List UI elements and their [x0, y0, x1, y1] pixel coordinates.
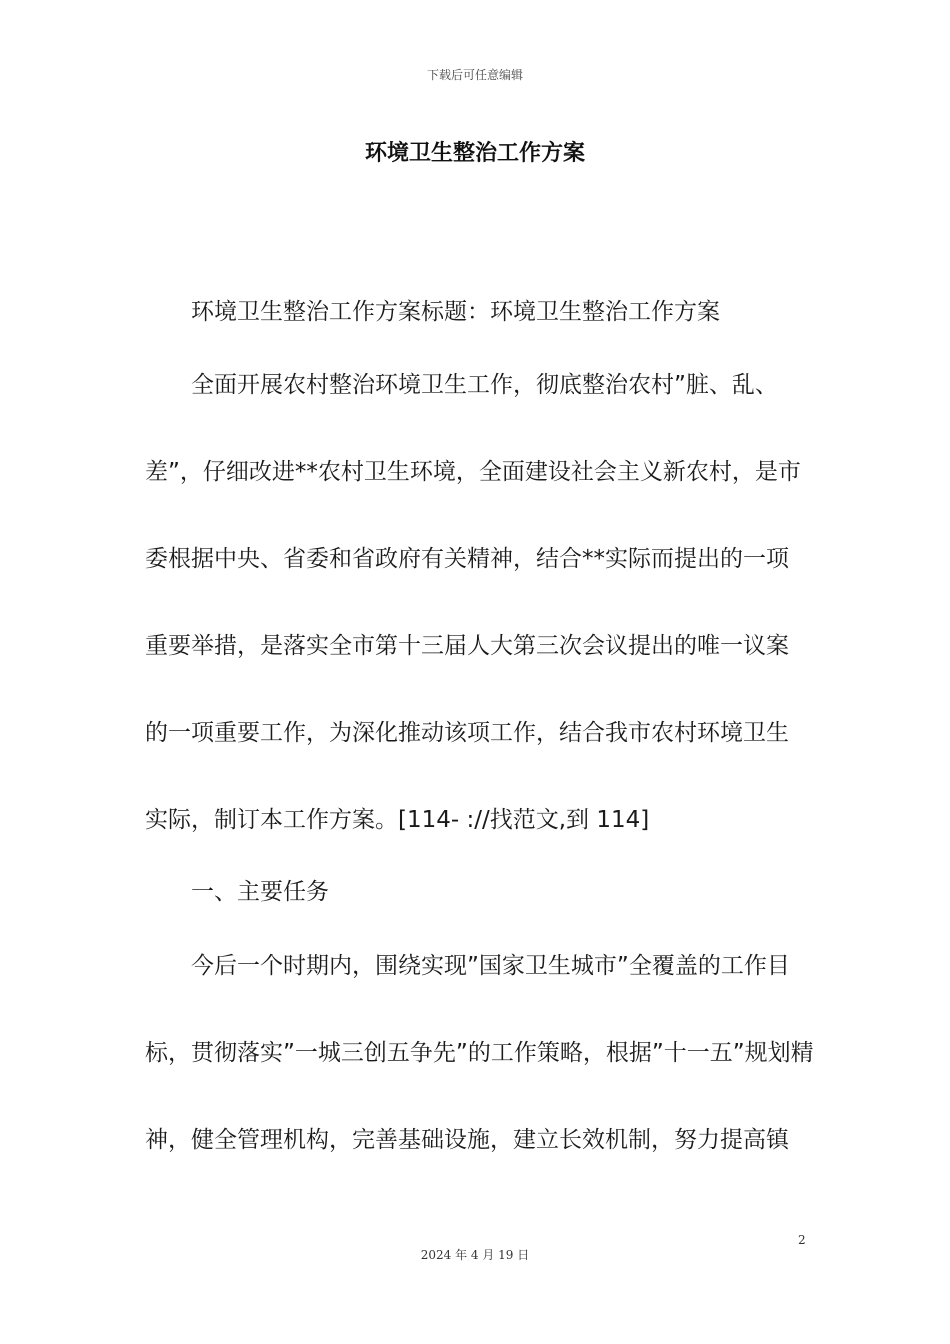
paragraph-line: 委根据中央、省委和省政府有关精神，结合**实际而提出的一项: [145, 546, 789, 572]
page-header-note: 下载后可任意编辑: [426, 68, 523, 82]
paragraph-line: 神，健全管理机构，完善基础设施，建立长效机制，努力提高镇: [145, 1127, 789, 1153]
paragraph-line: 重要举措，是落实全市第十三届人大第三次会议提出的唯一议案: [145, 633, 789, 659]
footer-date: 2024 年 4 月 19 日: [420, 1248, 530, 1262]
section-heading: 一、主要任务: [191, 879, 329, 905]
paragraph-line: 今后一个时期内，围绕实现”国家卫生城市”全覆盖的工作目: [191, 953, 790, 979]
paragraph-line: 的一项重要工作，为深化推动该项工作，结合我市农村环境卫生: [145, 720, 789, 746]
page-number: 2: [798, 1233, 806, 1247]
paragraph-line: 环境卫生整治工作方案标题：环境卫生整治工作方案: [191, 299, 720, 325]
paragraph-line: 标，贯彻落实”一城三创五争先”的工作策略，根据”十一五”规划精: [145, 1040, 814, 1066]
document-title: 环境卫生整治工作方案: [364, 141, 585, 166]
paragraph-line: 实际，制订本工作方案。[114- ://找范文,到 114]: [145, 807, 650, 833]
paragraph-line: 全面开展农村整治环境卫生工作，彻底整治农村”脏、乱、: [191, 372, 778, 398]
paragraph-line: 差”，仔细改进**农村卫生环境，全面建设社会主义新农村，是市: [145, 459, 801, 485]
